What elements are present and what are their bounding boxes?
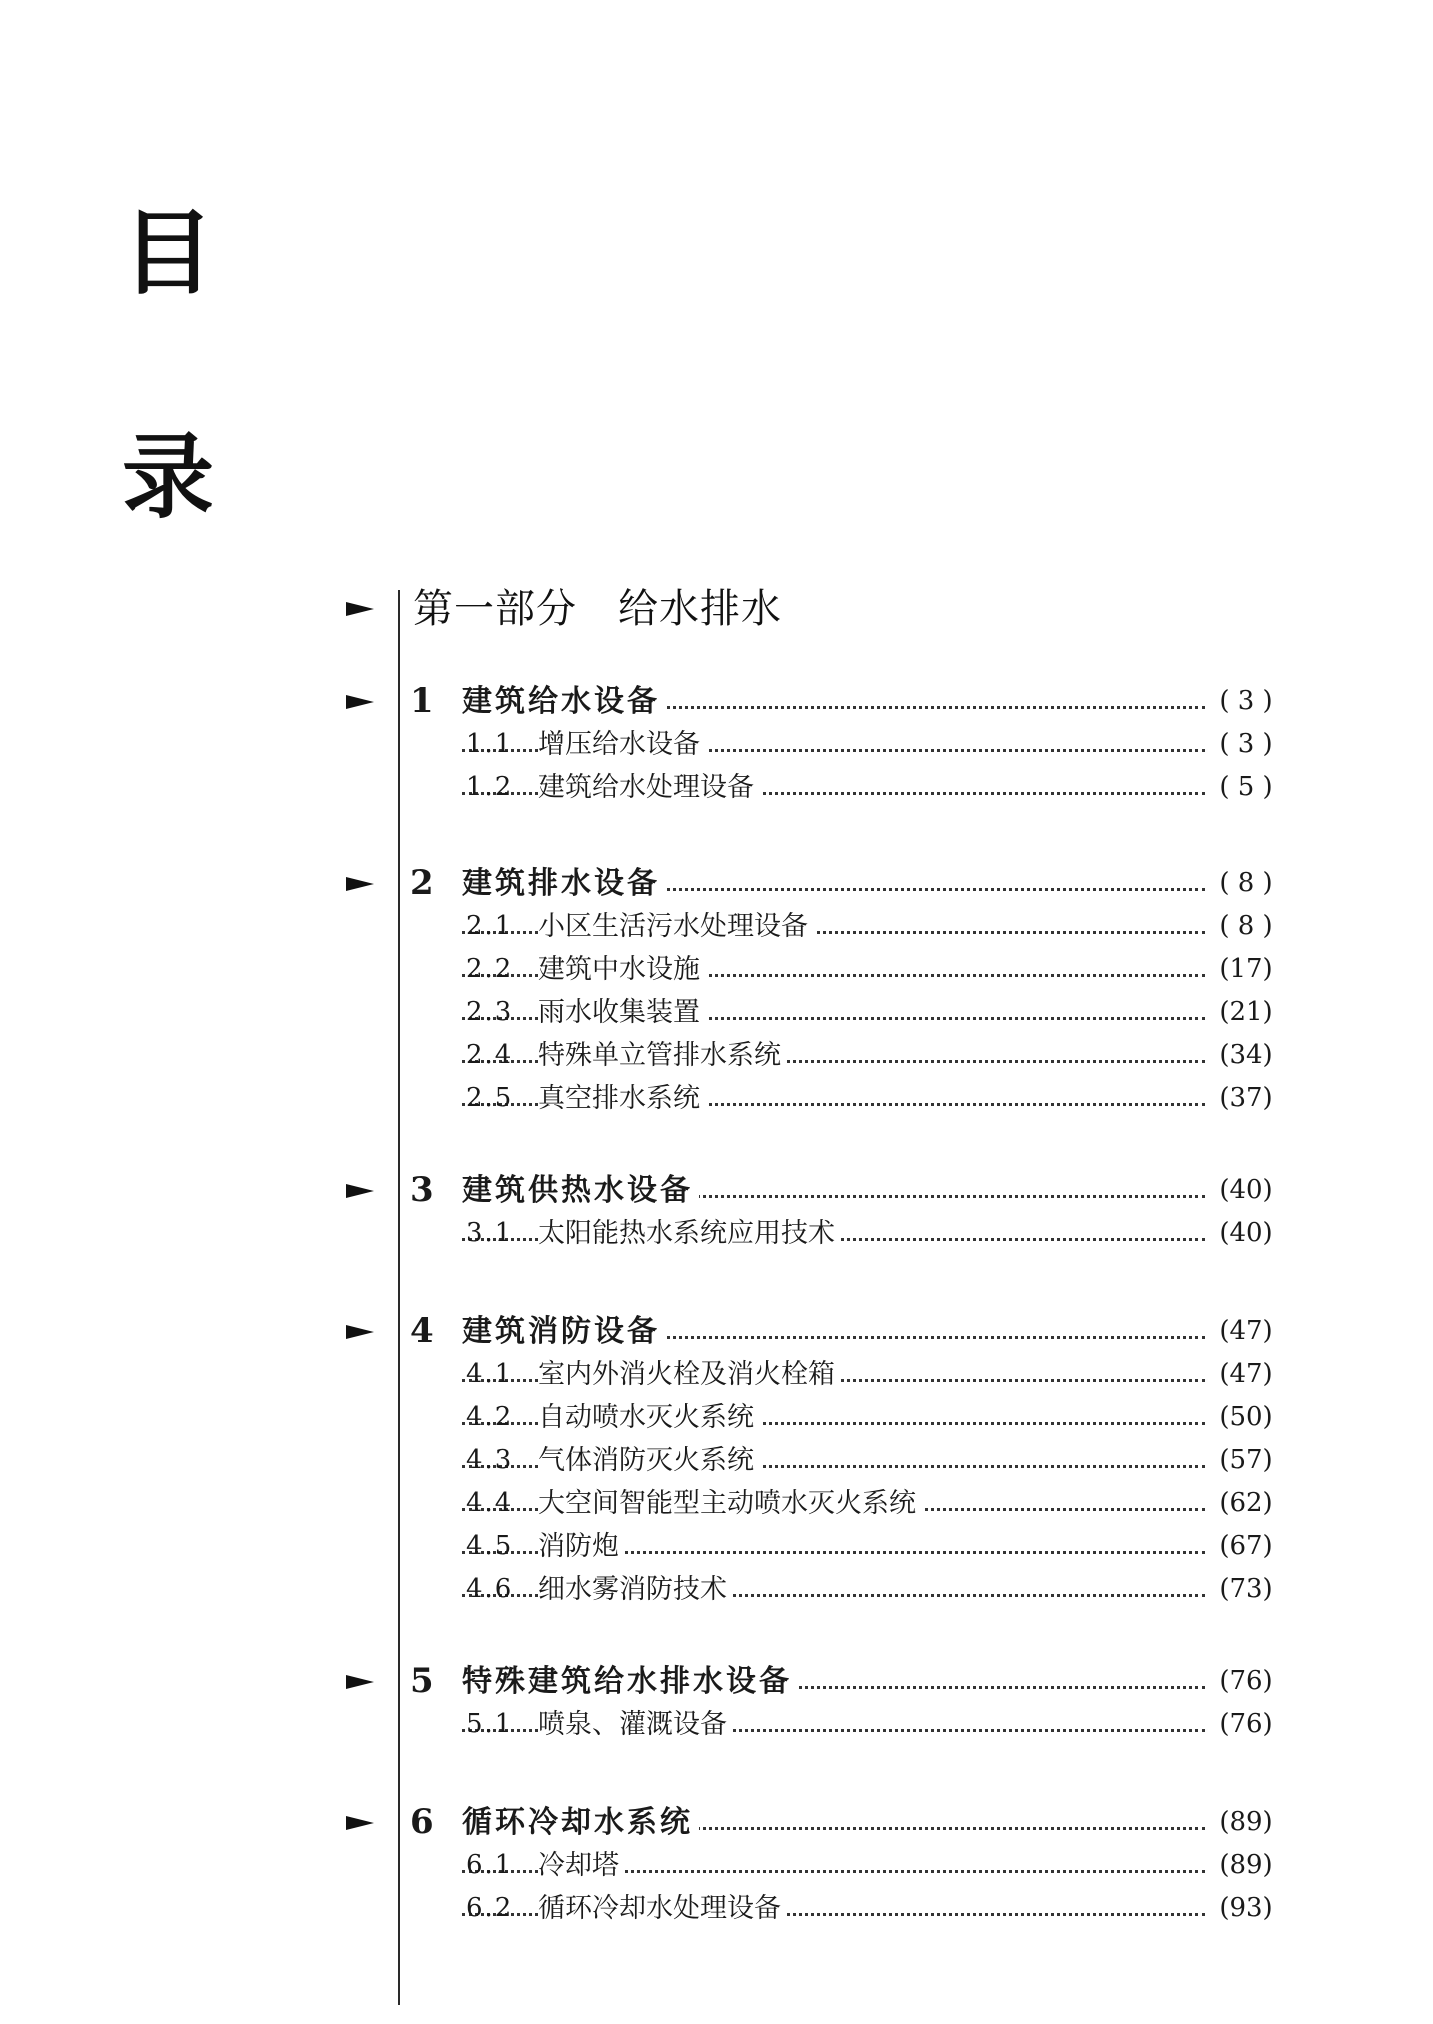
toc-row[interactable] xyxy=(0,1525,1433,1568)
page-number: (17) xyxy=(1219,954,1273,984)
chapter-title: 建筑供热水设备 xyxy=(462,1169,699,1212)
toc-row[interactable] xyxy=(0,1169,1433,1212)
page-number: (89) xyxy=(1219,1850,1273,1880)
arrow-right-icon xyxy=(346,602,374,616)
section-number: 2.1 xyxy=(466,911,514,941)
arrow-right-icon xyxy=(346,1184,374,1198)
section-number: 4.1 xyxy=(466,1359,514,1389)
chapter-number: 6 xyxy=(410,1802,434,1842)
section-number: 6.2 xyxy=(466,1893,514,1923)
chapter-number: 5 xyxy=(410,1661,434,1701)
section-title: 循环冷却水处理设备 xyxy=(538,1887,787,1930)
section-title: 室内外消火栓及消火栓箱 xyxy=(538,1353,841,1396)
toc-row[interactable] xyxy=(0,1353,1433,1396)
toc-row[interactable] xyxy=(0,1396,1433,1439)
page-number: (89) xyxy=(1219,1807,1273,1837)
page-number: (34) xyxy=(1219,1040,1273,1070)
toc-row[interactable] xyxy=(0,723,1433,766)
toc-row[interactable] xyxy=(0,1703,1433,1746)
page-number: ( 3 ) xyxy=(1219,729,1273,759)
chapter-title: 建筑给水设备 xyxy=(462,680,666,723)
section-title: 太阳能热水系统应用技术 xyxy=(538,1212,841,1255)
page-number: (40) xyxy=(1219,1175,1273,1205)
toc-row[interactable] xyxy=(0,680,1433,723)
page-number: (73) xyxy=(1219,1574,1273,1604)
toc-row[interactable] xyxy=(0,1212,1433,1255)
page-number: ( 5 ) xyxy=(1219,772,1273,802)
section-number: 4.2 xyxy=(466,1402,514,1432)
toc-row[interactable] xyxy=(0,1801,1433,1844)
section-title: 小区生活污水处理设备 xyxy=(538,905,814,948)
toc-row[interactable] xyxy=(0,1439,1433,1482)
chapter-number: 3 xyxy=(410,1170,434,1210)
page-number: ( 3 ) xyxy=(1219,686,1273,716)
page-number: (76) xyxy=(1219,1709,1273,1739)
section-number: 3.1 xyxy=(466,1218,514,1248)
page-number: (93) xyxy=(1219,1893,1273,1923)
toc-heading-char-1: 目 xyxy=(122,200,215,307)
part-title: 第一部分 给水排水 xyxy=(413,586,782,632)
arrow-right-icon xyxy=(346,1325,374,1339)
chapter-block xyxy=(0,1801,1433,1930)
toc-heading-char-2: 录 xyxy=(122,424,215,531)
page-number: (47) xyxy=(1219,1316,1273,1346)
section-number: 4.6 xyxy=(466,1574,514,1604)
page-number: (40) xyxy=(1219,1218,1273,1248)
arrow-right-icon xyxy=(346,877,374,891)
toc-row[interactable] xyxy=(0,1310,1433,1353)
chapter-block xyxy=(0,862,1433,1120)
page-number: (50) xyxy=(1219,1402,1273,1432)
section-number: 2.4 xyxy=(466,1040,514,1070)
toc-row[interactable] xyxy=(0,1482,1433,1525)
section-number: 4.4 xyxy=(466,1488,514,1518)
toc-row[interactable] xyxy=(0,1887,1433,1930)
section-number: 2.2 xyxy=(466,954,514,984)
toc-row[interactable] xyxy=(0,1568,1433,1611)
section-number: 4.3 xyxy=(466,1445,514,1475)
page-number: ( 8 ) xyxy=(1219,868,1273,898)
arrow-right-icon xyxy=(346,695,374,709)
toc-row[interactable] xyxy=(0,948,1433,991)
toc-row[interactable] xyxy=(0,991,1433,1034)
page-number: (67) xyxy=(1219,1531,1273,1561)
chapter-title: 建筑消防设备 xyxy=(462,1310,666,1353)
page-number: (76) xyxy=(1219,1666,1273,1696)
section-title: 增压给水设备 xyxy=(538,723,706,766)
section-number: 5.1 xyxy=(466,1709,514,1739)
chapter-number: 4 xyxy=(410,1311,434,1351)
section-title: 冷却塔 xyxy=(538,1844,625,1887)
page-number: (37) xyxy=(1219,1083,1273,1113)
section-title: 细水雾消防技术 xyxy=(538,1568,733,1611)
toc-row[interactable] xyxy=(0,1660,1433,1703)
chapter-title: 特殊建筑给水排水设备 xyxy=(462,1660,798,1703)
page-number: (62) xyxy=(1219,1488,1273,1518)
toc-row[interactable] xyxy=(0,1077,1433,1120)
section-number: 4.5 xyxy=(466,1531,514,1561)
section-title: 气体消防灭火系统 xyxy=(538,1439,760,1482)
section-number: 1.2 xyxy=(466,772,514,802)
section-title: 雨水收集装置 xyxy=(538,991,706,1034)
section-title: 特殊单立管排水系统 xyxy=(538,1034,787,1077)
toc-row[interactable] xyxy=(0,905,1433,948)
chapter-number: 1 xyxy=(410,681,434,721)
arrow-right-icon xyxy=(346,1816,374,1830)
section-title: 建筑中水设施 xyxy=(538,948,706,991)
arrow-right-icon xyxy=(346,1675,374,1689)
section-number: 2.5 xyxy=(466,1083,514,1113)
chapter-block xyxy=(0,680,1433,809)
chapter-block xyxy=(0,1169,1433,1255)
chapter-block xyxy=(0,1310,1433,1611)
section-title: 自动喷水灭火系统 xyxy=(538,1396,760,1439)
page-number: (57) xyxy=(1219,1445,1273,1475)
page-number: ( 8 ) xyxy=(1219,911,1273,941)
page-number: (21) xyxy=(1219,997,1273,1027)
section-title: 大空间智能型主动喷水灭火系统 xyxy=(538,1482,922,1525)
section-title: 消防炮 xyxy=(538,1525,625,1568)
toc-row[interactable] xyxy=(0,862,1433,905)
section-title: 真空排水系统 xyxy=(538,1077,706,1120)
section-number: 1.1 xyxy=(466,729,514,759)
page-number: (47) xyxy=(1219,1359,1273,1389)
chapter-title: 建筑排水设备 xyxy=(462,862,666,905)
chapter-number: 2 xyxy=(410,863,434,903)
toc-row[interactable] xyxy=(0,1844,1433,1887)
section-number: 2.3 xyxy=(466,997,514,1027)
chapter-title: 循环冷却水系统 xyxy=(462,1801,699,1844)
toc-row[interactable] xyxy=(0,766,1433,809)
part-heading-row xyxy=(0,580,1433,640)
section-number: 6.1 xyxy=(466,1850,514,1880)
chapter-block xyxy=(0,1660,1433,1746)
toc-row[interactable] xyxy=(0,1034,1433,1077)
section-title: 喷泉、灌溉设备 xyxy=(538,1703,733,1746)
section-title: 建筑给水处理设备 xyxy=(538,766,760,809)
